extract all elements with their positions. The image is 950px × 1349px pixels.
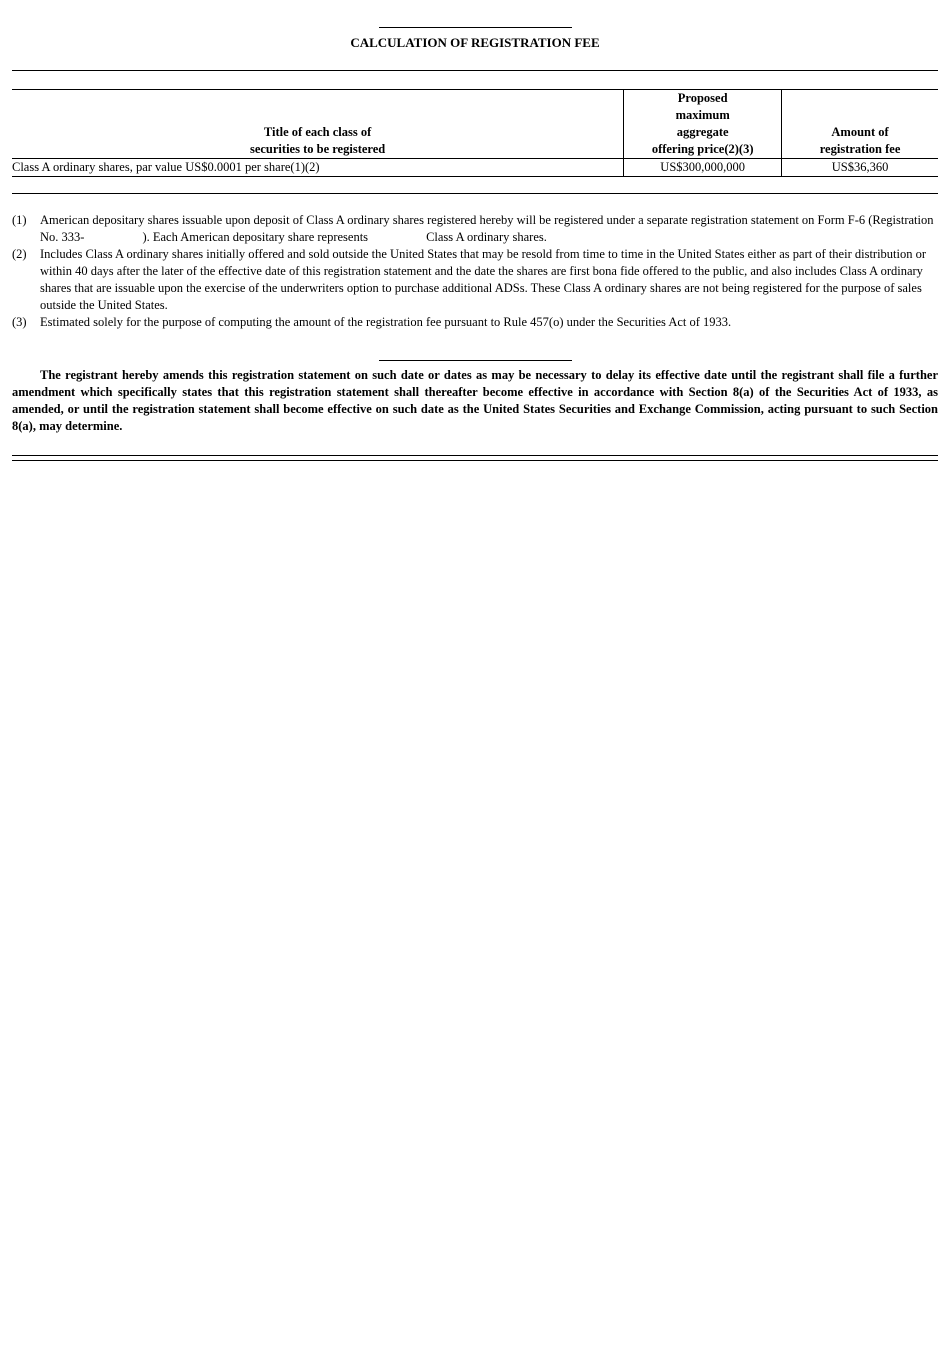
table-row — [12, 159, 938, 177]
footnote — [12, 246, 938, 314]
table-header-row — [12, 90, 938, 159]
section-rule — [12, 193, 938, 194]
footnote — [12, 314, 938, 331]
bottom-rule — [12, 455, 938, 456]
page-title: CALCULATION OF REGISTRATION FEE — [350, 35, 600, 50]
bottom-rule — [12, 460, 938, 461]
footnote-text: American depositary shares issuable upon deposit of Class A ordinary shares registered hereby will be registered under a separate registration statement on Form F-6 (Registration No. 333- ). Each American depositary share represents Class A ordinary shares. — [40, 213, 934, 244]
footnote-number: (3) — [12, 315, 27, 329]
section-rule — [12, 70, 938, 71]
footnote-text: Includes Class A ordinary shares initially offered and sold outside the United States that may be resold from time to time in the United States either as part of their distribution or within 40 days after the later of the effective date of this registration statement and the date the shares are first bona fide offered to the public, and also includes Class A ordinary shares that are issuable upon the exercise of the underwriters option to purchase additional ADSs. These Class A ordinary shares are not being registered for the purpose of sales outside the United States. — [40, 247, 927, 312]
offering-price-cell: US$300,000,000 — [624, 159, 782, 177]
column-header-fee: Amount of registration fee — [782, 90, 938, 159]
registration-fee-cell: US$36,360 — [782, 159, 938, 177]
mid-divider — [379, 360, 572, 361]
footnote-number: (2) — [12, 247, 27, 261]
footnote-text: Estimated solely for the purpose of computing the amount of the registration fee pursuant to Rule 457(o) under the Securities Act of 1933. — [40, 315, 732, 329]
column-header-offering-price: Proposed maximum aggregate offering price(2)(3) — [624, 90, 782, 159]
amendment-statement: The registrant hereby amends this registration statement on such date or dates as may be necessary to delay its effective date until the registrant shall file a further amendment which specifically states that this registration statement shall thereafter become effective in accordance with Section 8(a) of the Securities Act of 1933, as amended, or until the registration statement shall become effective on such date as the United States Securities and Exchange Commission, acting pursuant to such Section 8(a), may determine. — [12, 368, 938, 433]
footnote-number: (1) — [12, 213, 27, 227]
security-title-cell: Class A ordinary shares, par value US$0.0001 per share(1)(2) — [12, 159, 624, 177]
footnotes — [12, 212, 938, 331]
column-header-title: Title of each class of securities to be registered — [12, 90, 624, 159]
registration-fee-table — [12, 89, 938, 177]
footnote — [12, 212, 938, 246]
top-divider — [379, 27, 572, 28]
